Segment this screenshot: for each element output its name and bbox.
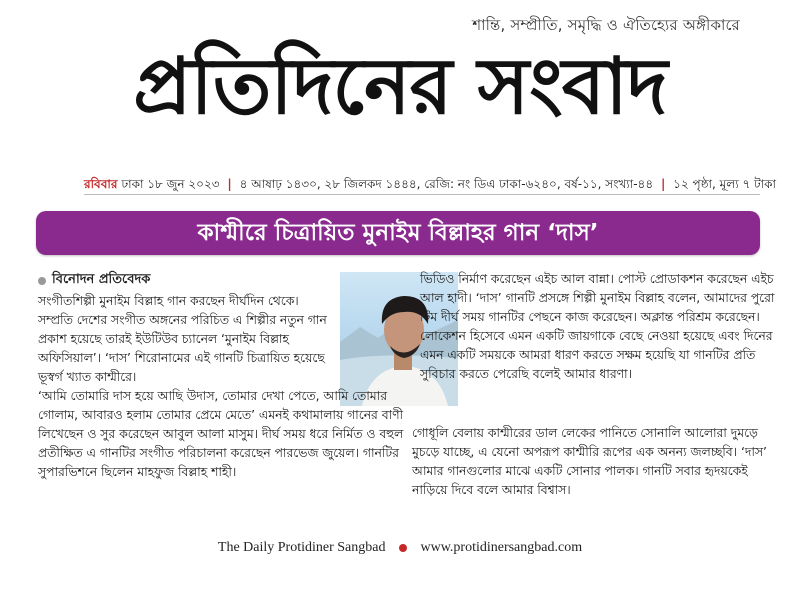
- footer: [0, 540, 800, 556]
- article-paragraph: সংগীতশিল্পী মুনাইম বিল্লাহ গান করছেন দীর্ঘদিন থেকে। সম্প্রতি দেশের সংগীত অঙ্গনের পরিচিত এ শিল্পীর নতুন গান প্রকাশ হয়েছে তারই ইউটিউব চ্যানেল ‘মুনাইম বিল্লাহ অফিসিয়াল’। ‘দাস’ শিরোনামের এই গানটি চিত্রায়িত হয়েছে ভূস্বর্গ খ্যাত কাশ্মীরে।: [38, 294, 327, 384]
- dateline-rule: [84, 194, 760, 195]
- dateline: [84, 176, 777, 196]
- masthead-title: [0, 42, 800, 132]
- article-paragraph: ‘আমি তোমারি দাস হয়ে আছি উদাস, তোমার দেখা পেতে, আমি তোমার গোলাম, আবারও হলাম তোমার প্রেমে মেতে’ এমনই কথামালায় গানের বাণী লিখেছেন ও সুর করেছেন আবুল আলা মাসুম। দীর্ঘ সময় ধরে নির্মিত ও বহুল প্রতীক্ষিত এ গানটির সংগীত পরিচালনা করেছেন পারভেজ জুয়েল। গানটির সুপারভিশনে ছিলেন মাহফুজ বিল্লাহ শাহী।: [38, 389, 404, 479]
- masthead-title-part1: প্রতিদিনের স: [133, 42, 562, 132]
- masthead-title-part2: বাদ: [561, 42, 667, 132]
- footer-website[interactable]: www.protidinersangbad.com: [420, 540, 583, 555]
- dateline-date: ঢাকা ১৮ জুন ২০২৩: [121, 177, 220, 191]
- red-dot-icon: [399, 544, 407, 552]
- article-paragraph: ভিডিও নির্মাণ করেছেন এইচ আল বান্না। পোস্ট প্রোডাকশন করেছেন এইচ আল হাদী। ‘দাস’ গানটি প্রসঙ্গে শিল্পী মুনাইম বিল্লাহ বলেন, আমাদের পুরো টিম দীর্ঘ সময় গানটির পেছনে কাজ করেছেন। অক্লান্ত পরিশ্রম করেছেন। লোকেশন হিসেবে এমন একটি জায়গাকে বেছে নেওয়া হয়েছে এবং দিনের এমন একটি সময়কে আমরা ধারণ করতে সক্ষম হয়েছি যা গানটির প্রতি সুবিচার করতে পেরেছি বলেই আমার ধারণা।: [420, 272, 775, 381]
- article-headline: কাশ্মীরে চিত্রায়িত মুনাইম বিল্লাহর গান ‘দাস’: [197, 219, 599, 246]
- dateline-pages-price: ১২ পৃষ্ঠা, মূল্য ৭ টাকা: [673, 177, 777, 191]
- dateline-calendar: ৪ আষাঢ় ১৪৩০, ২৮ জিলকদ ১৪৪৪, রেজি: নং ডিএ ঢাকা-৬২৪০, বর্ষ-১১, সংখ্যা-৪৪: [239, 177, 654, 191]
- dateline-separator: |: [227, 177, 232, 191]
- article-paragraph: গোধূলি বেলায় কাশ্মীরের ডাল লেকের পানিতে সোনালি আলোরা দুমড়ে মুচড়ে যাচ্ছে, এ যেনো অপরূপ কাশ্মীরি রূপের এক অনন্য জলচ্ছবি। ‘দাস’ আমার গানগুলোর মাঝে একটি সোনার পালক। গানটি সবার হৃদয়কেই নাড়িয়ে দিবে বলে আমার বিশ্বাস।: [412, 426, 767, 497]
- dateline-separator: |: [660, 177, 666, 191]
- dateline-day: রবিবার: [84, 177, 118, 191]
- footer-paper-name: The Daily Protidiner Sangbad: [217, 540, 386, 555]
- byline-text: বিনোদন প্রতিবেদক: [52, 272, 151, 287]
- article-column-1b: [38, 387, 406, 482]
- article-column-2b: [412, 424, 775, 500]
- headline-bar: [36, 211, 760, 255]
- masthead-tagline: শান্তি, সম্প্রীতি, সমৃদ্ধি ও ঐতিহ্যের অঙ্গীকারে: [472, 16, 740, 34]
- bullet-icon: [38, 277, 46, 285]
- article-column-1a: [38, 292, 333, 387]
- article-column-2a: [420, 270, 775, 384]
- byline: [38, 270, 150, 291]
